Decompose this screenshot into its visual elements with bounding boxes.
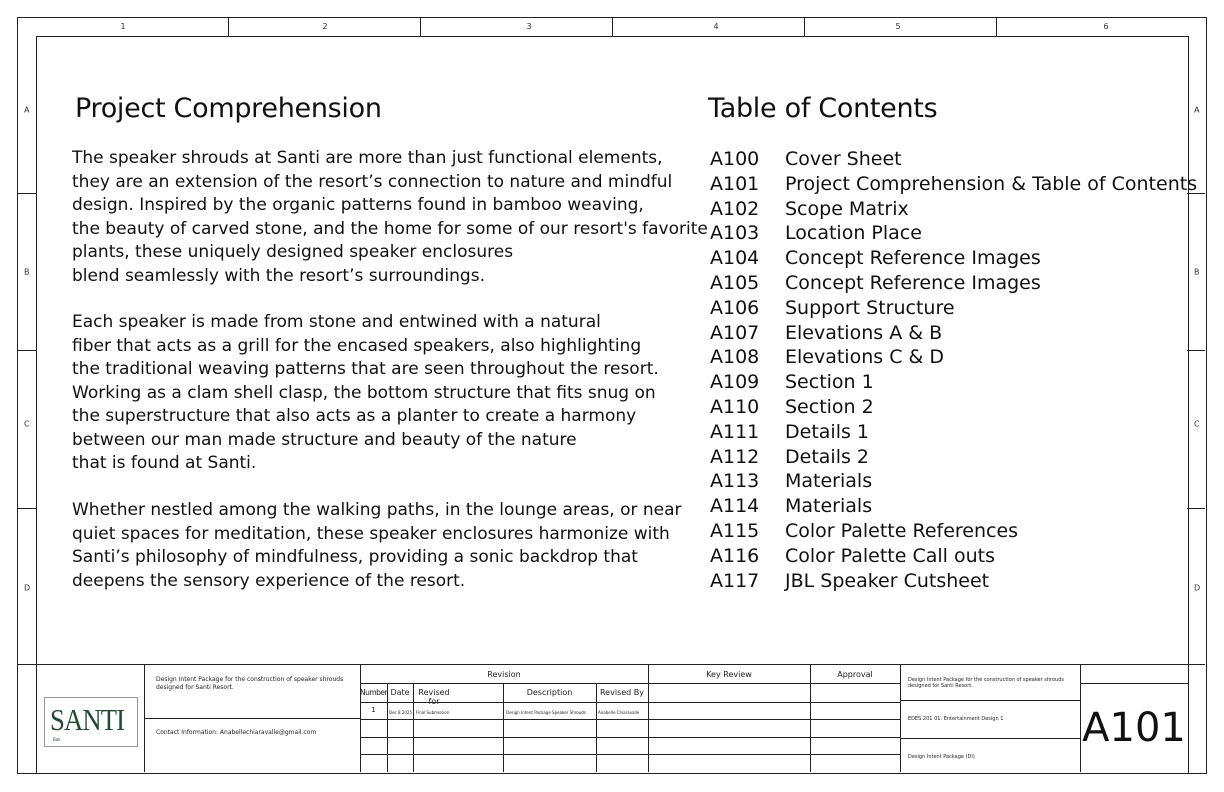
row-divider — [17, 350, 36, 351]
toc-sheet-label: Section 2 — [785, 395, 874, 418]
toc-sheet-label: Color Palette References — [785, 519, 1019, 542]
row-divider — [17, 508, 36, 509]
toc-item — [710, 469, 1197, 494]
toc-sheet-label: Project Comprehension & Table of Contents — [785, 172, 1198, 195]
toc-sheet-number: A111 — [710, 420, 760, 443]
toc-item — [710, 494, 1197, 519]
tb-divider — [360, 664, 361, 772]
toc-item — [710, 370, 1197, 395]
toc-item — [710, 197, 1197, 222]
toc-item — [710, 519, 1197, 544]
toc-sheet-number: A105 — [710, 271, 760, 294]
toc-sheet-number: A117 — [710, 569, 760, 592]
rev-row-number: 1 — [371, 706, 376, 714]
paragraph-line: Each speaker is made from stone and entwined with a natural — [72, 312, 601, 332]
toc-sheet-label: Elevations A & B — [785, 321, 943, 344]
contact-information: Contact Information: Anabellechiaravalle@gmail.com — [156, 729, 317, 736]
course-label: EDES 201 01: Entertainment Design 1 — [908, 716, 1004, 722]
paragraph-line: The speaker shrouds at Santi are more than just functional elements, — [72, 148, 663, 168]
toc-title: Table of Contents — [708, 93, 938, 124]
rev-header-description: Description — [526, 688, 573, 697]
toc-sheet-number: A104 — [710, 247, 760, 270]
toc-sheet-number: A115 — [710, 519, 760, 542]
project-description: Design Intent Package for the construction of speaker shrouds designed for Santi Resort. — [156, 676, 344, 691]
row-letter: A — [1194, 105, 1200, 115]
col-divider — [996, 17, 997, 36]
toc-item — [710, 420, 1197, 445]
toc-item — [710, 147, 1197, 172]
comprehension-paragraph-1 — [72, 147, 708, 288]
column-number: 6 — [1103, 22, 1109, 31]
rev-header-revised-by: Revised By — [599, 688, 644, 697]
toc-sheet-label: Support Structure — [785, 296, 955, 319]
toc-item — [710, 321, 1197, 346]
column-number: 4 — [713, 22, 719, 31]
col-divider — [228, 17, 229, 36]
toc-item — [710, 296, 1197, 321]
col-divider — [612, 17, 613, 36]
santi-logo-subtext: Bali — [53, 737, 61, 742]
paragraph-line: they are an extension of the resort’s connection to nature and mindful — [72, 171, 673, 192]
comprehension-title: Project Comprehension — [75, 93, 382, 124]
toc-sheet-number: A108 — [710, 346, 760, 369]
toc-sheet-label: Scope Matrix — [785, 197, 909, 220]
toc-item — [710, 445, 1197, 470]
toc-sheet-label: Details 1 — [785, 420, 869, 443]
toc-sheet-number: A103 — [710, 222, 760, 245]
rev-header-date: Date — [390, 688, 410, 697]
toc-sheet-label: Details 2 — [785, 445, 869, 468]
paragraph-line: Whether nestled among the walking paths, in the lounge areas, or near — [72, 500, 682, 520]
toc-sheet-number: A109 — [710, 371, 760, 394]
santi-logo-text: SANTI — [50, 702, 125, 737]
paragraph-line: the beauty of carved stone, and the home for some of our resort's favorite — [72, 218, 708, 239]
tb-divider — [810, 664, 811, 772]
toc-sheet-number: A113 — [710, 470, 760, 493]
paragraph-line: Working as a clam shell clasp, the bottom structure that fits snug on — [72, 382, 656, 403]
paragraph-line: the superstructure that also acts as a planter to create a harmony — [72, 406, 637, 426]
toc-sheet-label: Color Palette Call outs — [785, 544, 996, 567]
toc-sheet-label: Section 1 — [785, 371, 874, 394]
rev-header-number: Number — [360, 688, 388, 697]
revision-title: Revision — [487, 670, 521, 679]
rev-row-description: Design Intent Package Speaker Shrouds — [506, 710, 586, 715]
rev-row-date: Dec 8 2025 — [389, 710, 413, 715]
row-divider — [1187, 664, 1205, 665]
comprehension-paragraph-2 — [72, 311, 692, 476]
toc-item — [710, 395, 1197, 420]
toc-sheet-label: Materials — [785, 495, 873, 518]
rev-row-revised-by: Anabelle Chiaravalle — [598, 710, 640, 715]
paragraph-line: quiet spaces for meditation, these speaker enclosures harmonize with — [72, 523, 670, 544]
toc-item — [710, 221, 1197, 246]
toc-sheet-label: Location Place — [785, 222, 922, 245]
toc-sheet-number: A106 — [710, 296, 760, 319]
tb-divider — [900, 738, 1080, 739]
toc-sheet-label: Elevations C & D — [785, 346, 944, 369]
tb-divider — [900, 664, 901, 772]
toc-sheet-number: A107 — [710, 321, 760, 344]
column-number: 2 — [322, 22, 328, 31]
rev-grid — [360, 737, 900, 738]
paragraph-line: fiber that acts as a grill for the encased speakers, also highlighting — [72, 335, 642, 356]
row-letter: B — [1194, 267, 1200, 277]
toc-list — [710, 147, 1197, 593]
rev-grid — [360, 719, 900, 720]
key-review-label: Key Review — [706, 670, 752, 679]
toc-sheet-number: A116 — [710, 544, 760, 567]
row-letter: A — [24, 105, 30, 115]
paragraph-line: the traditional weaving patterns that are seen throughout the resort. — [72, 359, 659, 379]
row-letter: D — [24, 583, 31, 593]
row-letter: C — [24, 419, 30, 429]
paragraph-line: design. Inspired by the organic patterns found in bamboo weaving, — [72, 195, 644, 215]
toc-sheet-number: A101 — [710, 172, 760, 195]
toc-sheet-number: A110 — [710, 395, 760, 418]
row-divider — [17, 193, 36, 194]
paragraph-line: between our man made structure and beauty of the nature — [72, 429, 577, 450]
tb-divider — [900, 700, 1080, 701]
column-number: 1 — [120, 22, 126, 31]
sheet-number: A101 — [1082, 705, 1186, 751]
row-letter: D — [1194, 583, 1201, 593]
toc-item — [710, 569, 1197, 594]
toc-item — [710, 172, 1197, 197]
toc-sheet-number: A100 — [710, 148, 760, 170]
paragraph-line: that is found at Santi. — [72, 453, 257, 473]
toc-sheet-label: Concept Reference Images — [785, 247, 1041, 270]
row-letter: C — [1194, 419, 1200, 429]
toc-item — [710, 544, 1197, 569]
package-label: Design Intent Package (DI) — [908, 754, 975, 760]
toc-sheet-number: A114 — [710, 495, 760, 518]
rev-grid — [360, 754, 900, 755]
toc-item — [710, 345, 1197, 370]
col-divider — [420, 17, 421, 36]
toc-sheet-label: Cover Sheet — [785, 148, 902, 170]
title-block-top-rule — [36, 664, 1188, 665]
project-description-right: Design Intent Package for the construction of speaker shrouds designed for Santi Resort. — [908, 677, 1065, 689]
toc-sheet-number: A102 — [710, 197, 760, 220]
rev-header-revised-for: Revised for — [418, 688, 450, 706]
rev-row-revised-for: Final Submission — [416, 710, 450, 715]
column-number: 5 — [895, 22, 901, 31]
toc-sheet-label: Materials — [785, 470, 873, 493]
toc-item — [710, 271, 1197, 296]
tb-divider — [648, 664, 649, 772]
toc-sheet-label: Concept Reference Images — [785, 271, 1041, 294]
row-letter: B — [24, 267, 30, 277]
rev-grid — [360, 683, 900, 684]
paragraph-line: Santi’s philosophy of mindfulness, providing a sonic backdrop that — [72, 547, 638, 567]
tb-divider — [144, 718, 360, 719]
row-divider — [17, 664, 36, 665]
tb-divider — [1080, 683, 1188, 684]
toc-sheet-number: A112 — [710, 445, 760, 468]
paragraph-line: deepens the sensory experience of the resort. — [72, 570, 466, 591]
toc-sheet-label: JBL Speaker Cutsheet — [785, 569, 990, 592]
paragraph-line: plants, these uniquely designed speaker enclosures — [72, 242, 514, 262]
approval-label: Approval — [837, 670, 873, 679]
paragraph-line: blend seamlessly with the resort’s surroundings. — [72, 265, 485, 286]
col-divider — [804, 17, 805, 36]
comprehension-paragraph-3 — [72, 499, 692, 593]
toc-item — [710, 246, 1197, 271]
column-number: 3 — [526, 22, 532, 31]
